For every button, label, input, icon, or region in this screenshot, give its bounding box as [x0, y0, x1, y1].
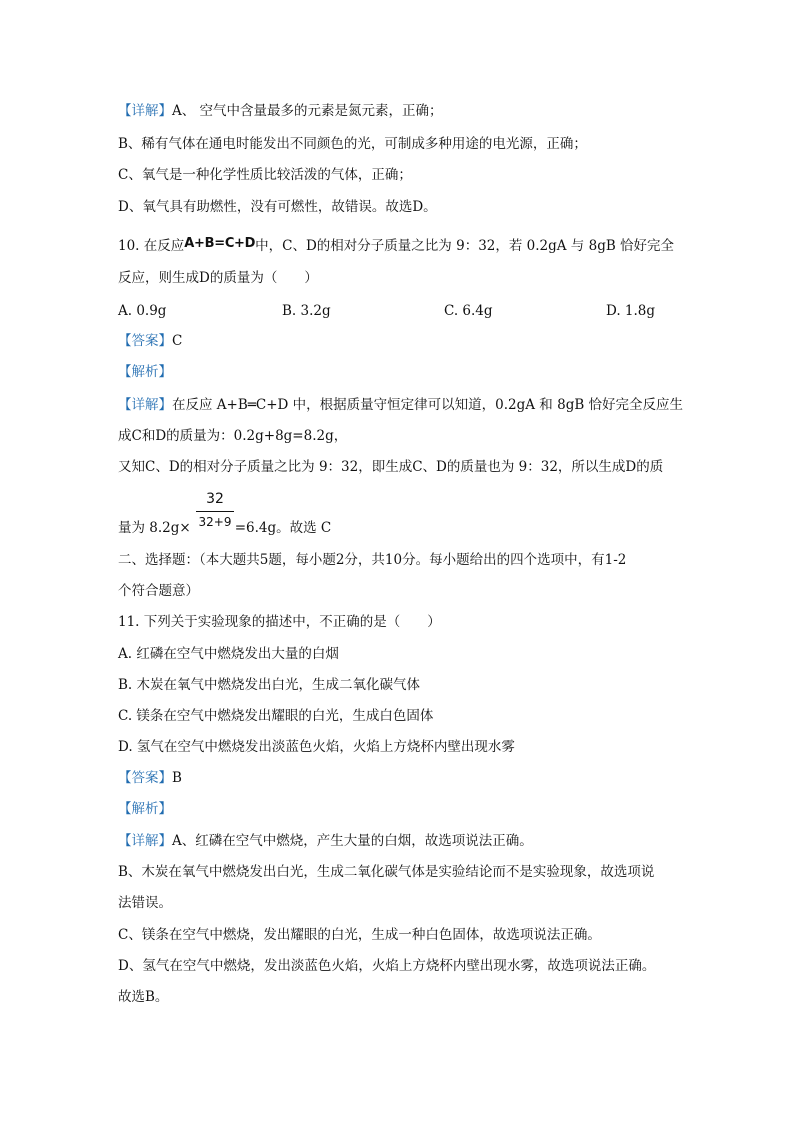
option-c: C. 镁条在空气中燃烧发出耀眼的白光，生成白色固体 — [118, 708, 434, 724]
detail-text: A、红磷在空气中燃烧，产生大量的白烟，故选项说法正确。 — [172, 833, 533, 849]
detail-line: D、氢气在空气中燃烧，发出淡蓝色火焰，火焰上方烧杯内壁出现水雾，故选项说法正确。 — [118, 958, 656, 974]
answer-value: B — [172, 770, 182, 786]
detail-tag: 【详解】 — [118, 103, 172, 119]
detail-line: D、氧气具有助燃性，没有可燃性，故错误。故选D。 — [118, 199, 437, 215]
detail-line: B、木炭在氧气中燃烧发出白光，生成二氧化碳气体是实验结论而不是实验现象，故选项说 — [118, 864, 655, 880]
analysis-tag: 【解析】 — [118, 801, 172, 817]
detail-line — [118, 832, 533, 850]
detail-line: B、稀有气体在通电时能发出不同颜色的光，可制成多种用途的电光源，正确； — [118, 136, 587, 152]
question-10-stem-cont: 反应，则生成D的质量为（ ） — [118, 270, 318, 286]
answer-value: C — [172, 333, 183, 349]
answer-tag: 【答案】 — [118, 770, 172, 786]
detail-line: 成C和D的质量为：0.2g+8g=8.2g， — [118, 428, 348, 444]
detail-text: 在反应 A+B═C+D 中，根据质量守恒定律可以知道，0.2gA 和 8gB 恰好完全反应生 — [172, 397, 684, 413]
answer-line — [118, 332, 182, 350]
detail-tag: 【详解】 — [118, 833, 172, 849]
option-d: D. 氢气在空气中燃烧发出淡蓝色火焰，火焰上方烧杯内壁出现水雾 — [118, 739, 515, 755]
option-a: A. 0.9g — [118, 303, 167, 319]
detail-text: A、 空气中含量最多的元素是氮元素，正确； — [172, 103, 443, 119]
option-d: D. 1.8g — [606, 303, 656, 319]
detail-tag: 【详解】 — [118, 397, 172, 413]
detail-line — [118, 519, 331, 537]
section-heading-cont: 个符合题意） — [118, 583, 199, 599]
detail-text: 量为 8.2g× — [118, 520, 191, 536]
question-text: 中，C、D的相对分子质量之比为 9：32，若 0.2gA 与 8gB 恰好完全 — [255, 238, 675, 254]
detail-text: =6.4g。故选 C — [234, 520, 332, 536]
detail-line: 法错误。 — [118, 895, 172, 911]
detail-line: 故选B。 — [118, 989, 169, 1005]
section-heading: 二、选择题：（本大题共5题，每小题2分，共10分。每小题给出的四个选项中，有1-2 — [118, 552, 627, 568]
answer-tag: 【答案】 — [118, 333, 172, 349]
option-b: B. 3.2g — [282, 303, 331, 319]
option-a: A. 红磷在空气中燃烧发出大量的白烟 — [118, 646, 339, 662]
detail-line — [118, 396, 683, 414]
fraction-numerator: 32 — [196, 490, 234, 512]
detail-line — [118, 102, 443, 120]
analysis-tag: 【解析】 — [118, 364, 172, 380]
question-11-stem: 11. 下列关于实验现象的描述中，不正确的是（ ） — [118, 614, 441, 630]
answer-line — [118, 769, 182, 787]
option-c: C. 6.4g — [444, 303, 493, 319]
fraction-denominator: 32+9 — [198, 515, 232, 529]
question-number: 10. 在反应 — [118, 238, 185, 254]
option-b: B. 木炭在氧气中燃烧发出白光，生成二氧化碳气体 — [118, 677, 421, 693]
detail-line: C、氧气是一种化学性质比较活泼的气体，正确； — [118, 167, 412, 183]
question-10-stem — [118, 237, 674, 256]
detail-line: C、镁条在空气中燃烧，发出耀眼的白光，生成一种白色固体，故选项说法正确。 — [118, 927, 601, 943]
detail-line: 又知C、D的相对分子质量之比为 9：32，即生成C、D的质量也为 9：32，所以生成D的质 — [118, 459, 664, 475]
reaction-equation: A+B=C+D — [184, 236, 256, 251]
